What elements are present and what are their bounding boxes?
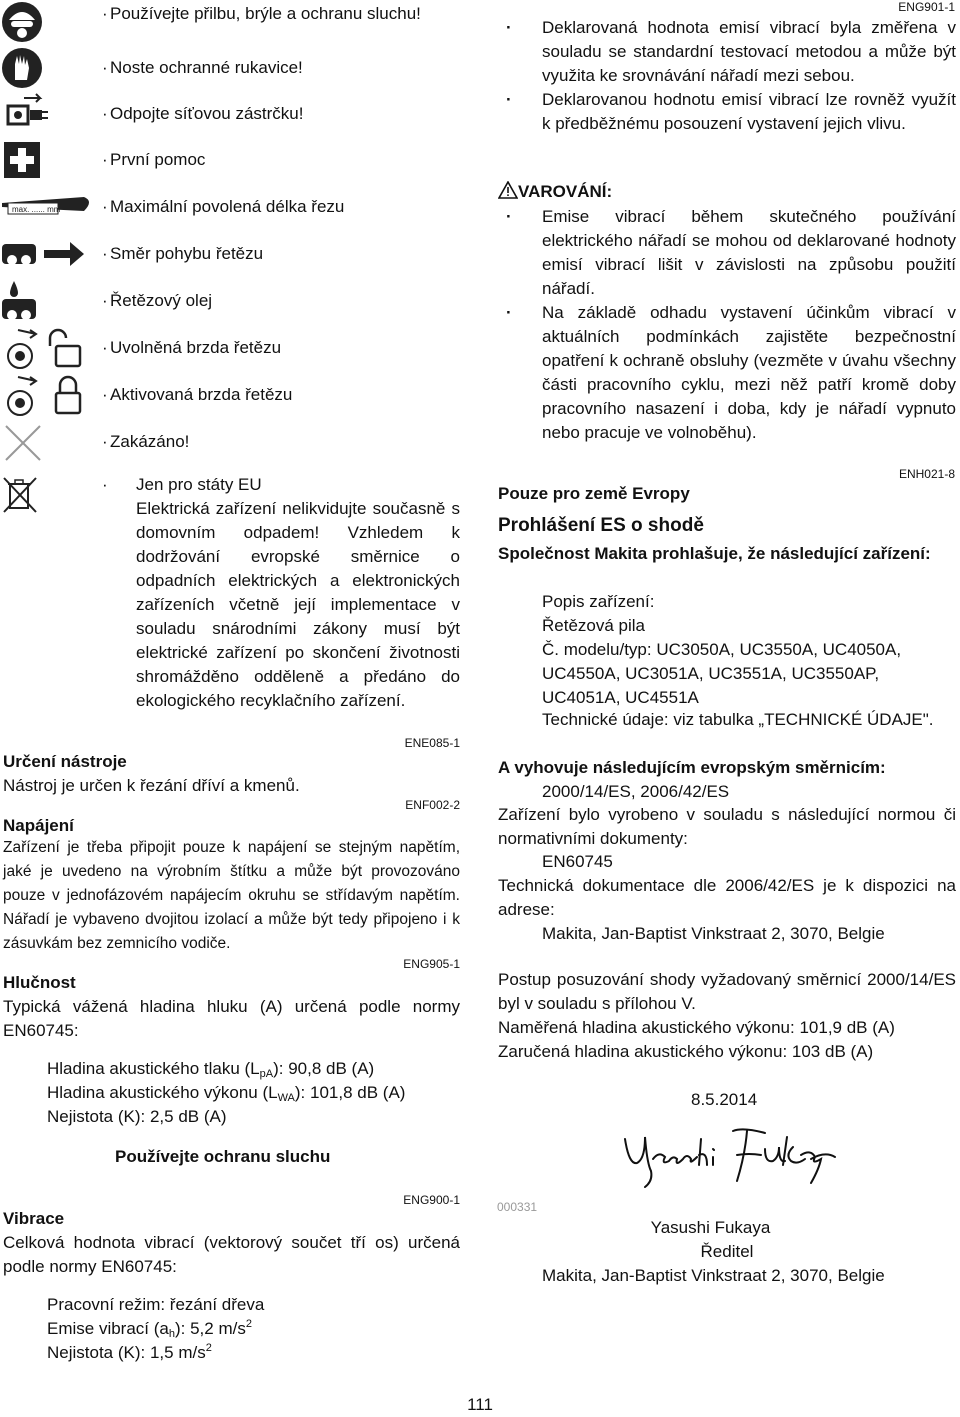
chain-brake-released-icon <box>0 326 100 370</box>
model-list: Č. modelu/typ: UC3050A, UC3550A, UC4050A, UC4550A, UC3051A, UC3551A, UC3550AP, UC4051A, UC4551A <box>542 640 902 707</box>
symbol-label: · Uvolněná brzda řetězu <box>110 336 281 360</box>
measured-power: Naměřená hladina akustického výkonu: 101,9 dB (A) <box>498 1018 895 1037</box>
max-cut-length-icon <box>0 185 100 229</box>
symbol-label: · První pomoc <box>110 148 205 172</box>
symbol-label: · Směr pohybu řetězu <box>110 242 263 266</box>
symbol-row <box>0 92 470 136</box>
vibration-title: Vibrace <box>3 1209 65 1228</box>
vib-emis-sub: h <box>168 1328 175 1340</box>
symbol-row <box>0 373 470 417</box>
code-eng901: ENG901-1 <box>898 0 955 14</box>
noise-pa-label: Hladina akustického tlaku (L <box>47 1059 260 1078</box>
noise-wa <box>47 1081 405 1105</box>
vib-k-sup: 2 <box>205 1342 212 1354</box>
purpose-title: Určení nástroje <box>3 752 127 771</box>
ear-protection-note: Používejte ochranu sluchu <box>115 1147 331 1166</box>
address-signer: Makita, Jan-Baptist Vinkstraat 2, 3070, Belgie <box>542 1266 885 1285</box>
symbol-row <box>0 138 470 182</box>
code-eng905: ENG905-1 <box>403 957 460 971</box>
code-000331: 000331 <box>497 1200 538 1214</box>
noise-pa-value: ): 90,8 dB (A) <box>273 1059 375 1078</box>
technical-data: Technické údaje: viz tabulka „TECHNICKÉ ÚDAJE". <box>542 710 934 729</box>
manufactured-text: Zařízení bylo vyrobeno v souladu s následující normou či normativními dokumenty: <box>498 805 956 848</box>
bullet-dot: · <box>102 475 108 494</box>
page-number: 111 <box>467 1395 493 1414</box>
company-declaration: Společnost Makita prohlašuje, že následující zařízení: <box>498 544 931 563</box>
noise-text: Typická vážená hladina hluku (A) určená podle normy EN60745: <box>3 997 460 1040</box>
first-aid-icon <box>0 138 100 182</box>
warning-title: VAROVÁNÍ: <box>518 182 613 201</box>
symbol-row <box>0 185 470 229</box>
vib-emis-sup: 2 <box>245 1318 252 1330</box>
chain-brake-engaged-icon <box>0 373 100 417</box>
symbol-label: · Používejte přilbu, brýle a ochranu sluchu! <box>110 2 460 26</box>
code-eng900: ENG900-1 <box>403 1193 460 1207</box>
list-item: · Deklarovaná hodnota emisí vibrací byla změřena v souladu se standardní testovací metodou a může být využita ke srovnávání nářadí mezi sebou. <box>498 16 956 88</box>
noise-k: Nejistota (K): 2,5 dB (A) <box>47 1107 227 1126</box>
directives-heading: A vyhovuje následujícím evropským směrnicím: <box>498 758 886 777</box>
unplug-icon <box>0 92 100 136</box>
prohibited-icon <box>0 420 100 464</box>
weee-block <box>102 473 460 713</box>
code-ene085: ENE085-1 <box>404 736 460 750</box>
guaranteed-power: Zaručená hladina akustického výkonu: 103 dB (A) <box>498 1042 874 1061</box>
symbol-label: · Maximální povolená délka řezu <box>110 195 344 219</box>
description-value: Řetězová pila <box>542 616 646 635</box>
list-item: · Na základě odhadu vystavení účinkům vibrací v aktuálních podmínkách zajistěte bezpečnostní opatření k ochraně obsluhy (vezměte v úvahu všechny části pracovního cyklu, mezi něž patří kromě doby pracovního nasazení i doba, kdy je nářadí vypnuto nebo pracuje ve volnoběhu). <box>498 301 956 445</box>
conformity-procedure: Postup posuzování shody vyžadovaný směrnicí 2000/14/ES byl v souladu s přílohou V. <box>498 970 956 1013</box>
directives-value: 2000/14/ES, 2006/42/ES <box>542 782 730 801</box>
symbol-row <box>0 232 470 276</box>
declaration-title: Prohlášení ES o shodě <box>498 515 704 536</box>
symbol-row <box>0 326 470 370</box>
vibration-text: Celková hodnota vibrací (vektorový součet tří os) určená podle normy EN60745: <box>3 1233 460 1276</box>
helmet-goggles-ear-protection-icon <box>0 0 100 44</box>
symbol-label: · Odpojte síťovou zástrčku! <box>110 102 303 126</box>
max-cut-text: max. ...... mm <box>12 205 61 214</box>
signer-role: Ředitel <box>700 1242 754 1261</box>
vib-k-label: Nejistota (K): 1,5 m/s <box>47 1343 206 1362</box>
symbol-label: · Zakázáno! <box>110 430 189 454</box>
noise-wa-label: Hladina akustického výkonu (L <box>47 1083 278 1102</box>
signature-image <box>615 1125 840 1197</box>
list-item: · Deklarovanou hodnotu emisí vibrací lze rovněž využít k předběžnému posouzení vystavení jejich vlivu. <box>498 88 956 136</box>
weee-text: Elektrická zařízení nelikvidujte současně s domovním odpadem! Vzhledem k dodržování evropské směrnice o odpadních elektrických a elektronických zařízeních včetně její implementace v souladu snárodními zákony musí být elektrické zařízení po skončení životnosti shromážděno odděleně a předáno do ekologického recyklačního zařízení. <box>136 499 460 710</box>
vibration-k <box>47 1341 212 1365</box>
vib-emis-label: Emise vibrací (a <box>47 1319 169 1338</box>
code-enh021: ENH021-8 <box>898 467 955 481</box>
warning-heading <box>498 180 612 204</box>
eu-only-heading: Pouze pro země Evropy <box>498 484 690 503</box>
declaration-date: 8.5.2014 <box>691 1090 758 1109</box>
address-primary: Makita, Jan-Baptist Vinkstraat 2, 3070, Belgie <box>542 924 885 943</box>
warning-list <box>498 205 956 445</box>
power-title: Napájení <box>3 816 74 835</box>
chain-direction-icon <box>0 232 100 276</box>
noise-wa-value: ): 101,8 dB (A) <box>294 1083 406 1102</box>
code-enf002: ENF002-2 <box>405 798 460 812</box>
symbol-row <box>0 420 470 464</box>
list-item: · Emise vibrací během skutečného používání elektrického nářadí se mohou od deklarované hodnoty emisí vibrací lišit v závislosti na způsobu použití nářadí. <box>498 205 956 301</box>
power-text: Zařízení je třeba připojit pouze k napájení se stejným napětím, jaké je uvedeno na výrobním štítku a může být provozováno pouze v jednofázovém napájecím okruhu se střídavým napětím. Nářadí je vybaveno dvojitou izolací a může být tedy připojeno i k zásuvkám bez zemnicího vodiče. <box>3 839 460 952</box>
vib-emis-value: ): 5,2 m/s <box>175 1319 246 1338</box>
purpose-text: Nástroj je určen k řezání dříví a kmenů. <box>3 776 300 795</box>
vibration-notes <box>498 16 956 136</box>
technical-documentation: Technická dokumentace dle 2006/42/ES je k dispozici na adrese: <box>498 876 956 919</box>
symbol-label: · Řetězový olej <box>110 289 212 313</box>
signer-name: Yasushi Fukaya <box>650 1218 771 1237</box>
noise-wa-sub: WA <box>277 1092 295 1104</box>
symbol-row <box>0 46 470 90</box>
standard-value: EN60745 <box>542 852 613 871</box>
chain-oil-icon <box>0 279 100 323</box>
symbol-label: · Aktivovaná brzda řetězu <box>110 383 292 407</box>
weee-title-text: Jen pro státy EU <box>136 475 262 494</box>
vibration-mode: Pracovní režim: řezání dřeva <box>47 1295 265 1314</box>
warning-triangle-icon <box>498 182 518 201</box>
crossed-bin-icon <box>0 472 40 523</box>
noise-pa <box>47 1057 374 1081</box>
description-label: Popis zařízení: <box>542 592 655 611</box>
noise-title: Hlučnost <box>3 973 76 992</box>
noise-pa-sub: pA <box>259 1068 274 1080</box>
vibration-emission <box>47 1317 252 1341</box>
protective-gloves-icon <box>0 46 100 90</box>
symbol-row <box>0 0 470 44</box>
symbol-row <box>0 279 470 323</box>
weee-title <box>102 473 460 497</box>
symbol-label: · Noste ochranné rukavice! <box>110 56 303 80</box>
